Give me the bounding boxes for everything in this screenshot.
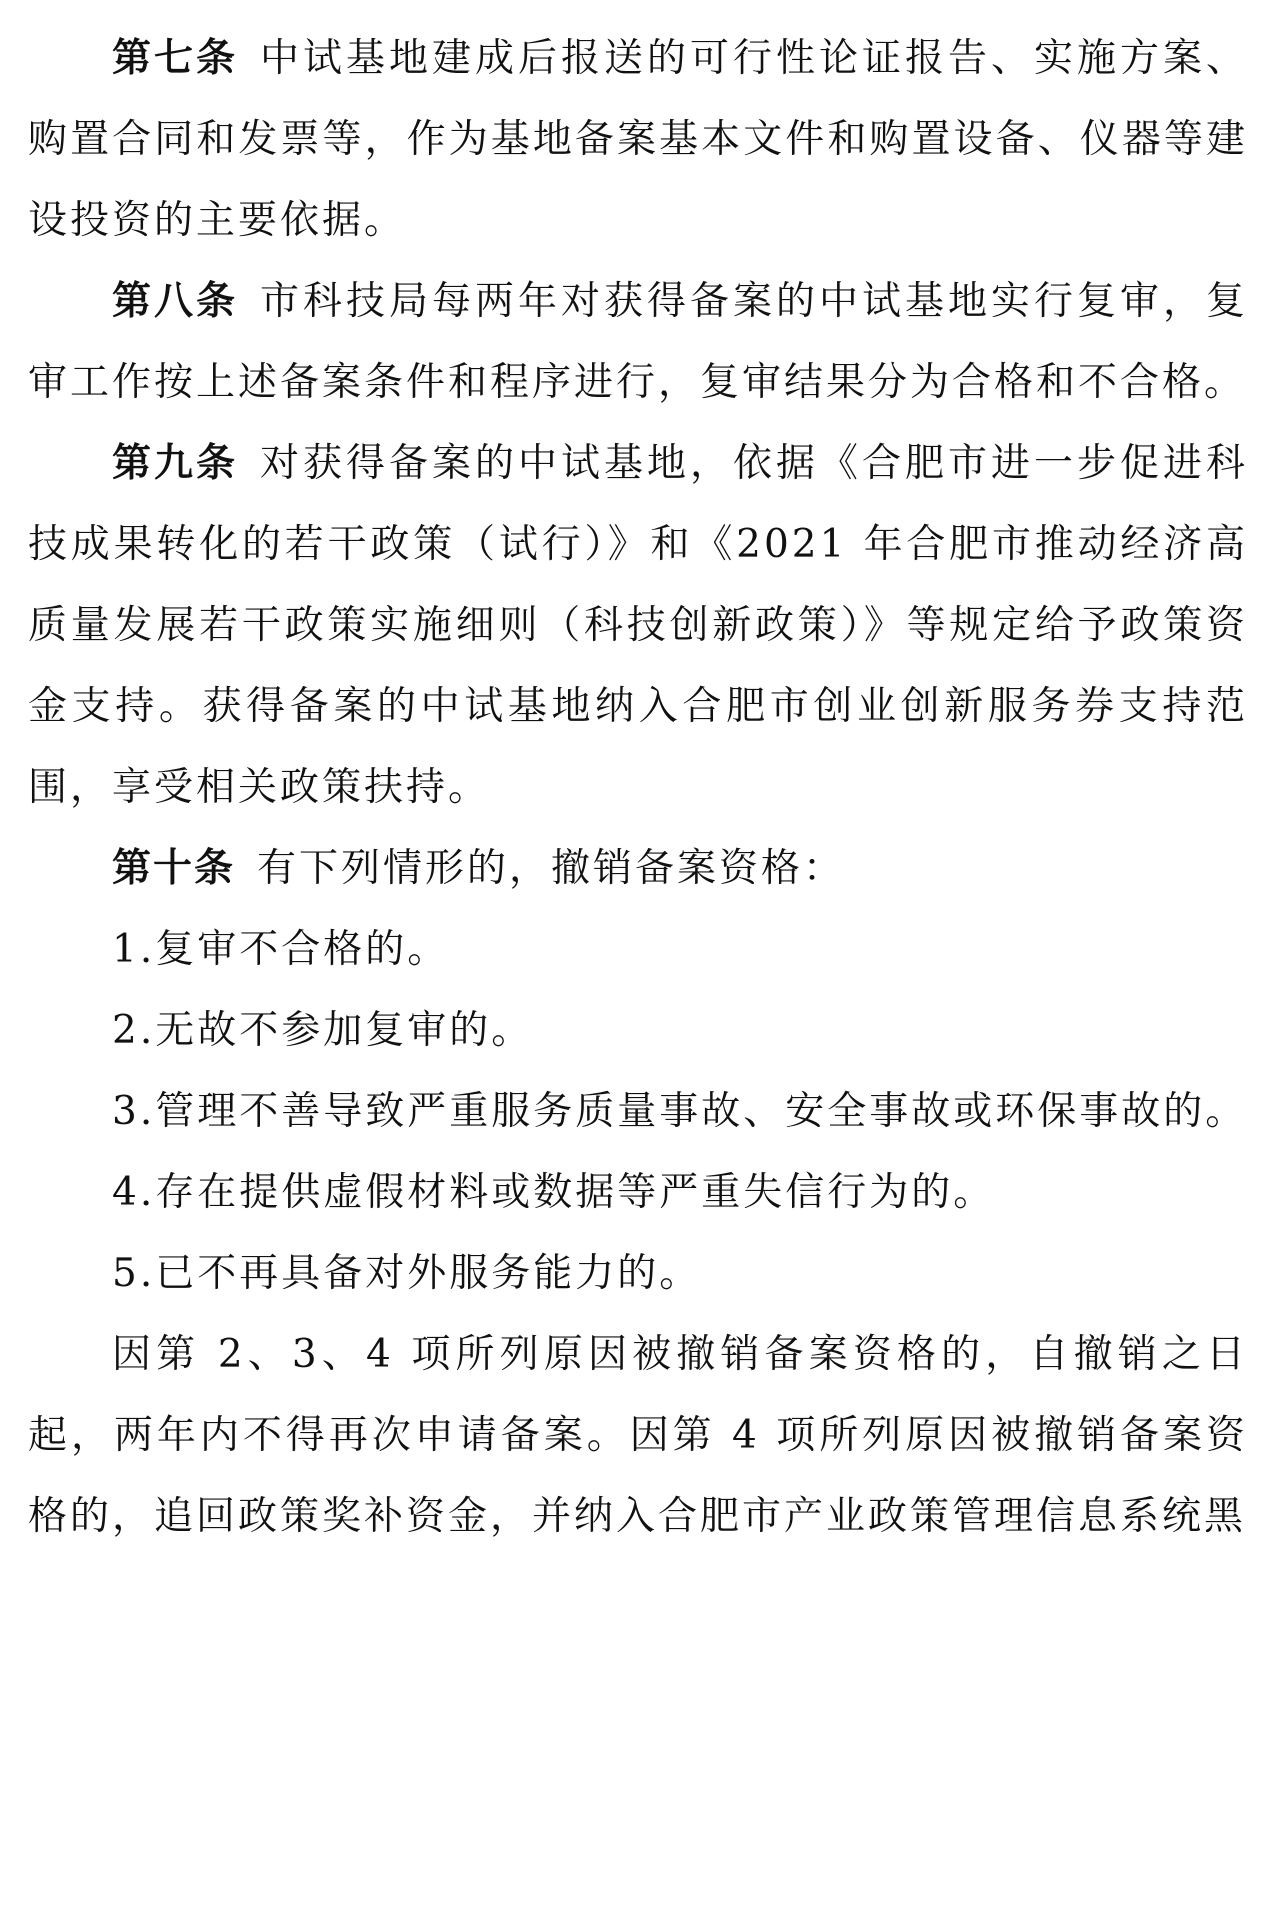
list-item-3: 3.管理不善导致严重服务质量事故、安全事故或环保事故的。 [112,1089,1248,1134]
article-10-body: 有下列情形的，撤销备案资格： [257,846,846,891]
article-8-heading: 第八条 [112,279,238,324]
article-7-heading: 第七条 [112,36,238,81]
list-item-4: 4.存在提供虚假材料或数据等严重失信行为的。 [112,1170,996,1215]
closing-paragraph: 因第 2、3、4 项所列原因被撤销备案资格的，自撤销之日起，两年内不得再次申请备案。因第 4 项所列原因被撤销备案资格的，追回政策奖补资金，并纳入合肥市产业政策管理信息系统黑 [28,1332,1248,1539]
article-7 [28,18,1248,261]
article-9-body: 对获得备案的中试基地，依据《合肥市进一步促进科技成果转化的若干政策（试行）》和《2021 年合肥市推动经济高质量发展若干政策实施细则（科技创新政策）》等规定给予政策资金支持。获得备案的中试基地纳入合肥市创业创新服务券支持范围，享受相关政策扶持。 [28,441,1248,810]
list-item-2: 2.无故不参加复审的。 [112,1008,534,1053]
article-10-heading: 第十条 [112,846,236,891]
article-7-body: 中试基地建成后报送的可行性论证报告、实施方案、购置合同和发票等，作为基地备案基本文件和购置设备、仪器等建设投资的主要依据。 [28,36,1248,243]
document-body [28,18,1248,1557]
article-10 [28,828,1248,909]
article-9-heading: 第九条 [112,441,238,486]
list-item-5: 5.已不再具备对外服务能力的。 [112,1251,702,1296]
list-item-1: 1.复审不合格的。 [112,927,450,972]
article-8-body: 市科技局每两年对获得备案的中试基地实行复审，复审工作按上述备案条件和程序进行，复审结果分为合格和不合格。 [28,279,1248,405]
article-9 [28,423,1248,828]
article-8 [28,261,1248,423]
